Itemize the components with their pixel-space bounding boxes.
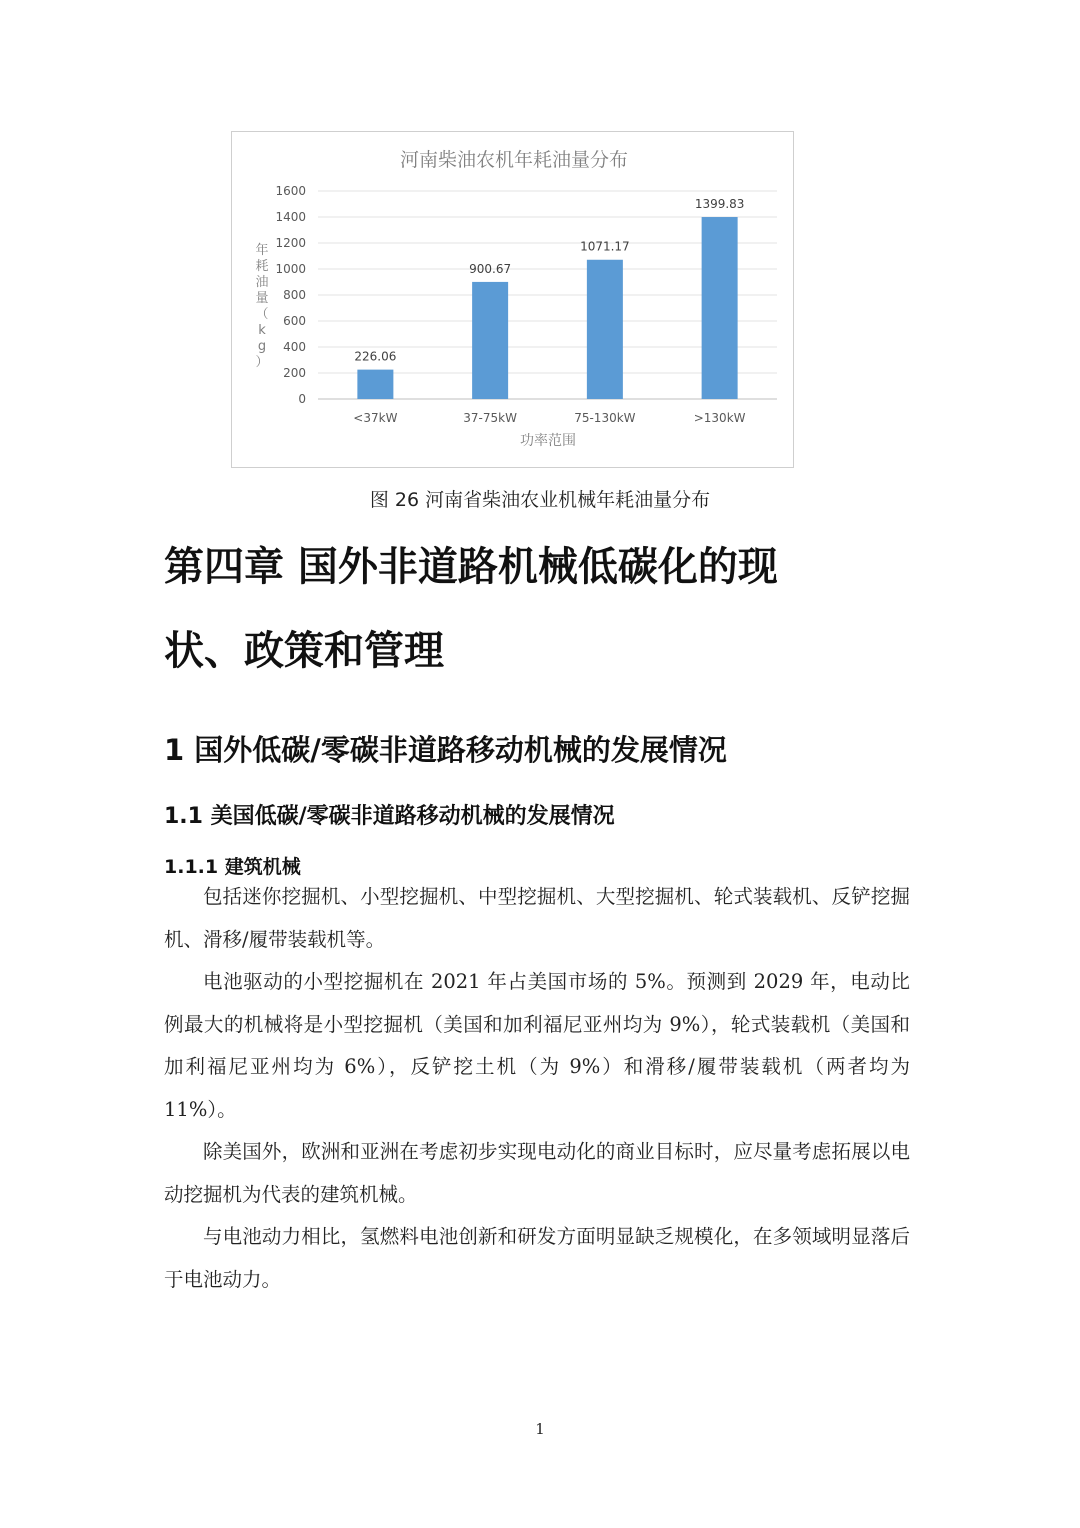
figure-caption: 图 26 河南省柴油农业机械年耗油量分布 [369,489,711,511]
y-tick-label: 400 [283,340,306,354]
chapter-title-line-2: 状、政策和管理 [164,628,444,674]
bar-value-label: 226.06 [354,349,397,364]
section-heading-1-1-1: 1.1.1 建筑机械 [164,856,301,878]
section-heading-1-1: 1.1 美国低碳/零碳非道路移动机械的发展情况 [164,804,615,829]
bar [472,282,508,399]
y-tick-label: 800 [283,288,306,302]
chapter-title [164,525,924,693]
chart-title: 河南柴油农机年耗油量分布 [399,149,629,171]
x-axis-label: 功率范围 [520,433,576,449]
y-tick-label: 200 [283,366,306,380]
chart-container [231,131,794,468]
x-tick-label: 75-130kW [574,411,636,425]
bar [587,260,623,399]
y-tick-label: 0 [298,392,306,406]
section-heading-1: 1 国外低碳/零碳非道路移动机械的发展情况 [164,733,727,767]
bar-value-label: 1399.83 [694,197,745,212]
y-axis-label: 年耗油量（ k g ） [255,243,269,370]
bar-value-label: 1071.17 [580,239,630,254]
x-tick-label: <37kW [353,411,398,425]
bar-value-label: 900.67 [469,261,512,276]
paragraph: 包括迷你挖掘机、小型挖掘机、中型挖掘机、大型挖掘机、轮式装载机、反铲挖掘机、滑移/履带装载机等。 [164,885,910,951]
paragraph: 电池驱动的小型挖掘机在 2021 年占美国市场的 5%。预测到 2029 年，电动比例最大的机械将是小型挖掘机（美国和加利福尼亚州均为 9%），轮式装载机（美国和加利福尼亚州均为 6%），反铲挖土机（为 9%）和滑移/履带装载机（两者均为 11%）。 [164,970,910,1121]
paragraph: 与电池动力相比，氢燃料电池创新和研发方面明显缺乏规模化，在多领域明显落后于电池动力。 [164,1225,910,1291]
bar [357,370,393,399]
x-tick-label: 37-75kW [463,411,517,425]
body-text [164,876,910,1301]
y-tick-label: 1400 [275,210,306,224]
y-tick-label: 600 [283,314,306,328]
bar [702,217,738,399]
y-tick-label: 1600 [275,184,306,198]
paragraph: 除美国外，欧洲和亚洲在考虑初步实现电动化的商业目标时，应尽量考虑拓展以电动挖掘机为代表的建筑机械。 [164,1140,910,1206]
y-tick-label: 1000 [275,262,306,276]
page-number: 1 [535,1420,545,1438]
y-tick-label: 1200 [275,236,306,250]
x-tick-label: >130kW [693,411,746,425]
bar-chart [232,132,795,469]
chapter-title-line-1: 第四章 国外非道路机械低碳化的现 [164,544,778,590]
